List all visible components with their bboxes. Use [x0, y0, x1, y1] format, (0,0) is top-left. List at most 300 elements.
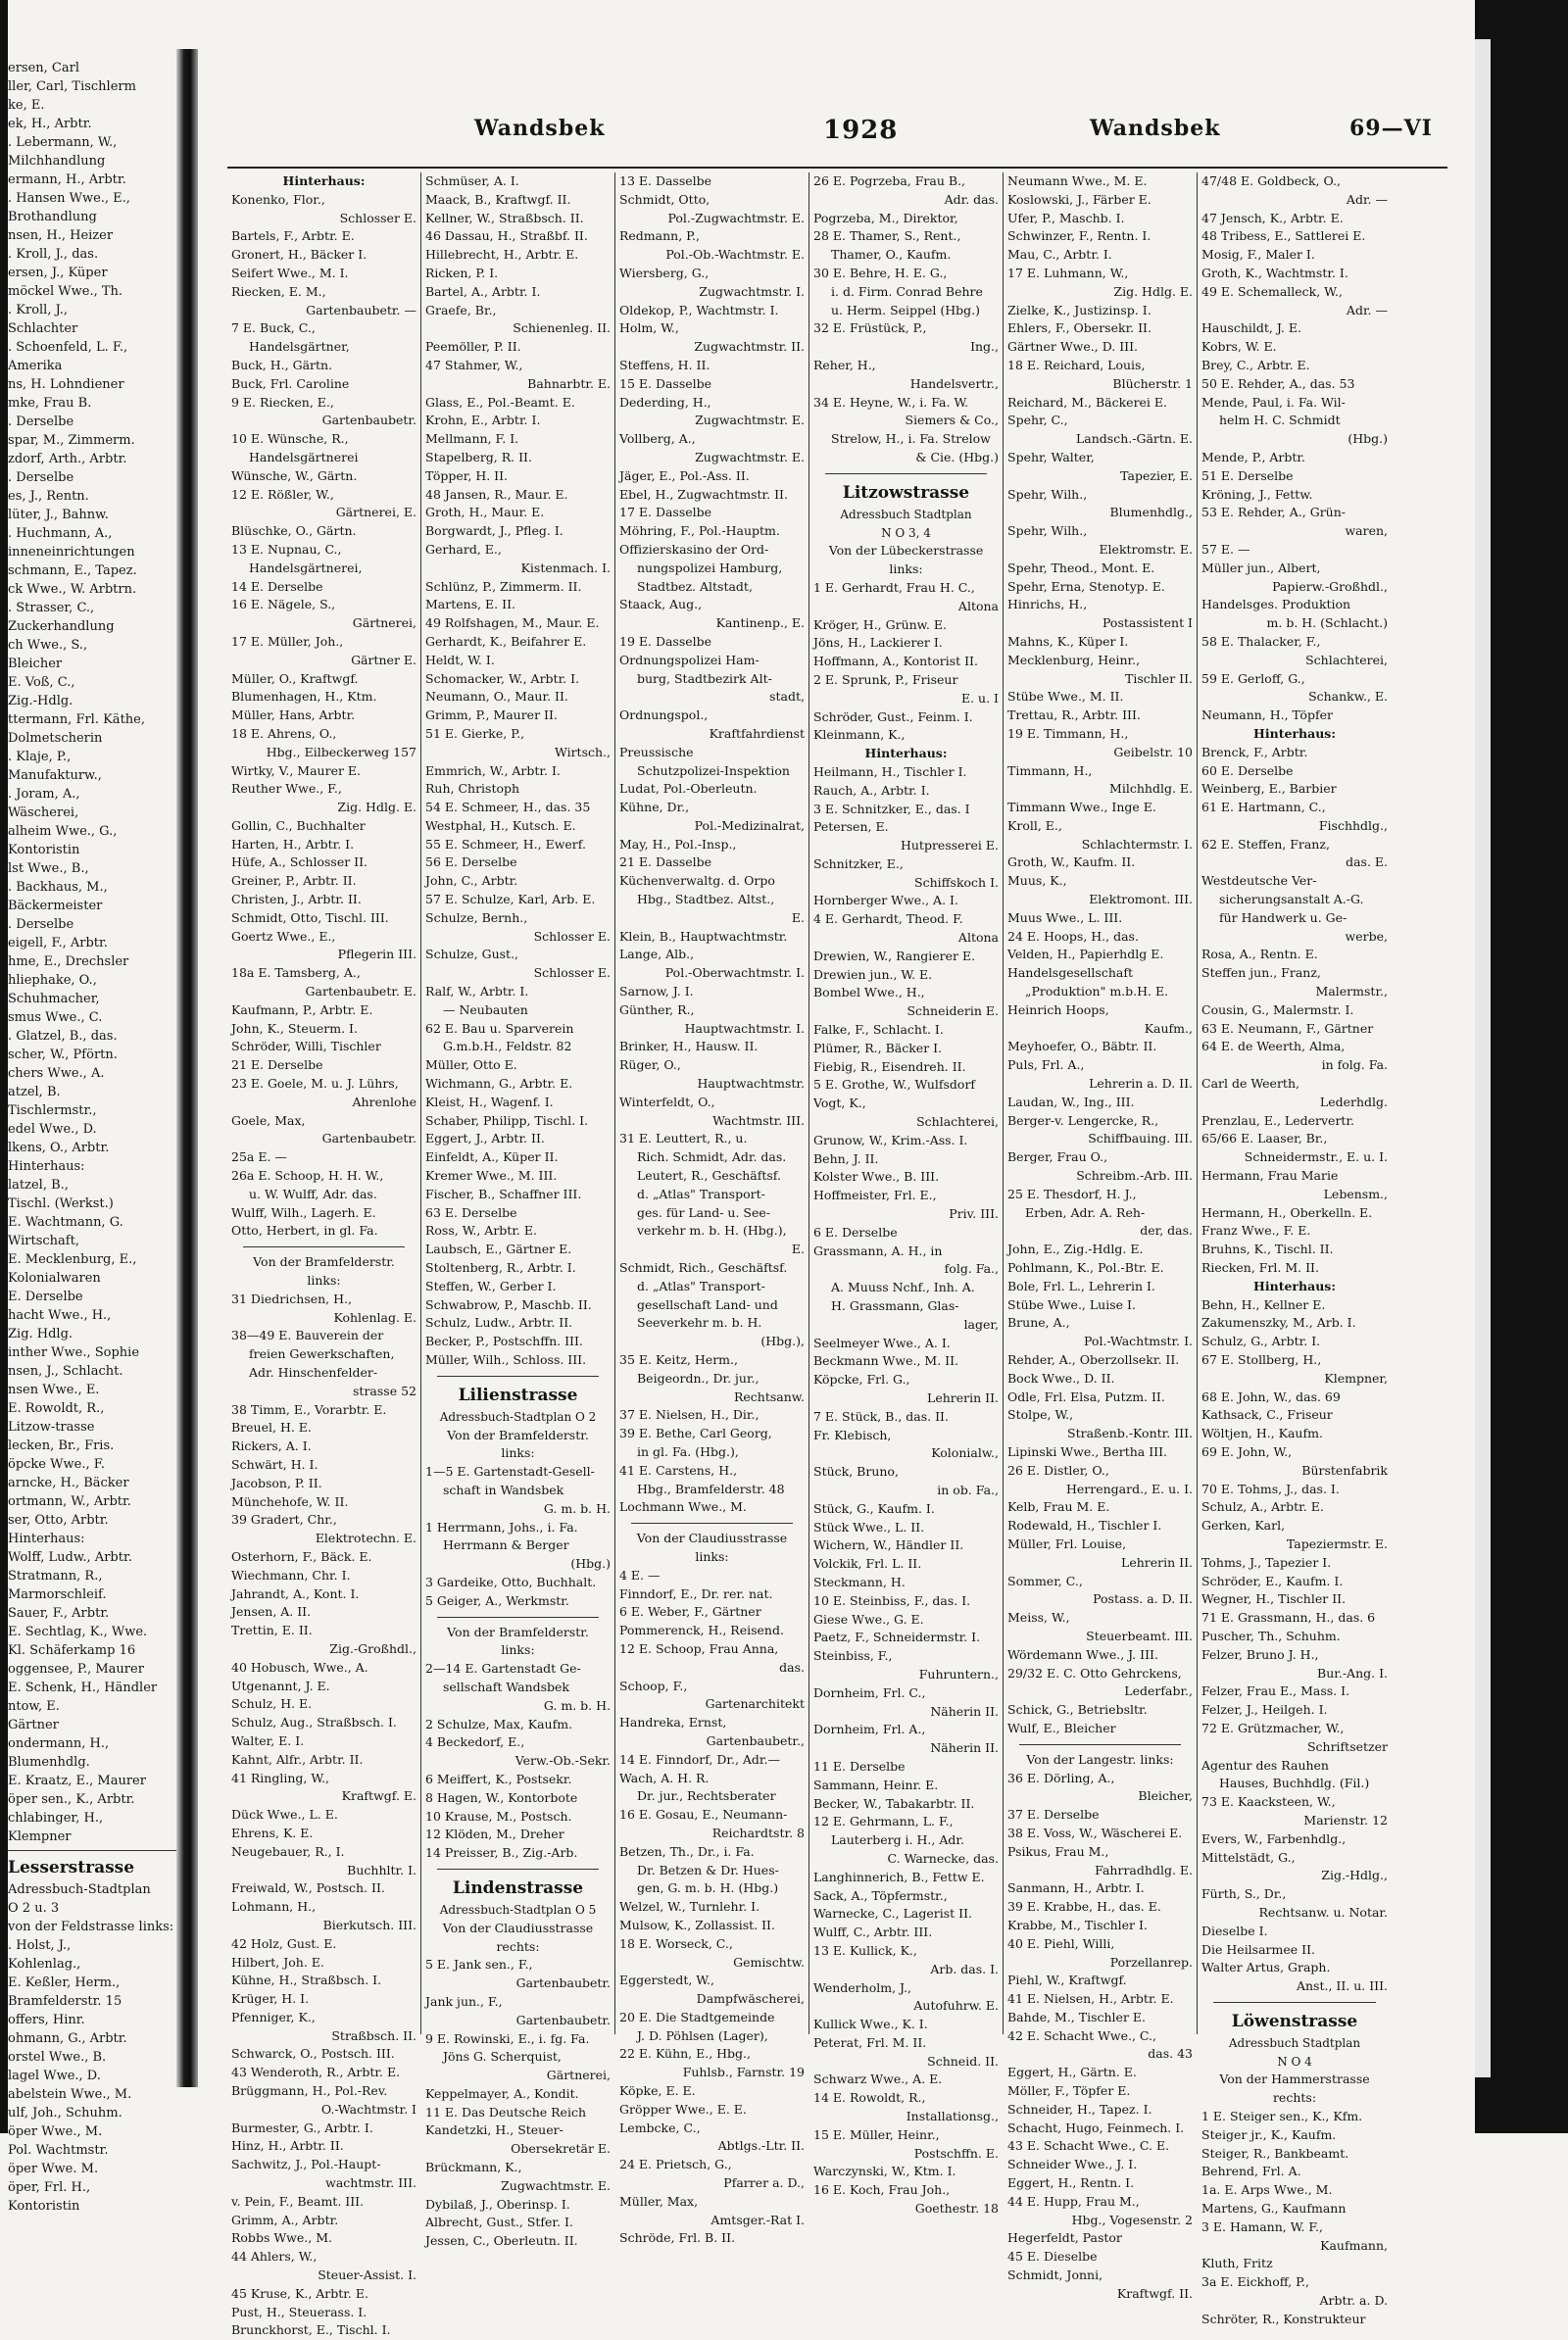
directory-entry: Straßenb.-Kontr. III.: [1067, 1426, 1193, 1441]
directory-entry: Mau, C., Arbtr. I.: [1007, 247, 1112, 263]
directory-entry: Dück Wwe., L. E.: [231, 1807, 338, 1823]
directory-entry: Milchhdlg. E.: [1109, 781, 1193, 797]
directory-entry: Adr. das.: [944, 191, 999, 207]
directory-entry: 72 E. Grützmacher, W.,: [1201, 1720, 1345, 1735]
directory-entry: 48 Jansen, R., Maur. E.: [425, 486, 568, 502]
directory-entry: Vogt, K.,: [813, 1096, 866, 1111]
facing-page-line: es, J., Rentn.: [8, 489, 89, 504]
directory-entry: Mittelstädt, G.,: [1201, 1849, 1296, 1865]
directory-entry: Pfenniger, K.,: [231, 2009, 316, 2024]
directory-entry: Gartenbaubetr.: [321, 1131, 416, 1146]
directory-entry: Rehder, A., Oberzollsekr. II.: [1007, 1352, 1180, 1367]
directory-entry: Brinker, H., Hausw. II.: [619, 1039, 759, 1054]
directory-entry: Steuerbeamt. III.: [1086, 1628, 1193, 1643]
directory-entry: Schienenleg. II.: [513, 320, 611, 336]
directory-entry: Langhinnerich, B., Fettw E.: [813, 1869, 985, 1884]
directory-entry: Neumann, H., Töpfer: [1201, 707, 1333, 723]
directory-entry: Greiner, P., Arbtr. II.: [231, 873, 357, 889]
directory-entry: Kraftwgf. II.: [1116, 2285, 1193, 2301]
directory-entry: Kroll, E.,: [1007, 817, 1062, 833]
directory-column-3: [615, 172, 809, 2246]
directory-entry: Maack, B., Kraftwgf. II.: [425, 191, 571, 207]
directory-entry: 63 E. Derselbe: [425, 1204, 517, 1220]
directory-entry: Jensen, A. II.: [231, 1604, 312, 1620]
directory-entry: Ordnungspol.,: [619, 707, 709, 723]
facing-page-line: Bleicher: [8, 657, 63, 671]
directory-entry: Kröning, J., Fettw.: [1201, 486, 1313, 502]
directory-entry: Lederfabr.,: [1124, 1683, 1193, 1699]
directory-entry: Adr. —: [1346, 191, 1388, 207]
directory-entry: Gartenbaubetr. E.: [305, 984, 416, 999]
directory-entry: Ehlers, F., Obersekr. II.: [1007, 320, 1152, 336]
directory-entry: Küchenverwaltg. d. Orpo: [619, 873, 775, 889]
directory-entry: Schaber, Philipp, Tischl. I.: [425, 1112, 589, 1128]
directory-entry: Wirtky, V., Maurer E.: [231, 762, 362, 778]
directory-entry: 48 Tribess, E., Sattlerei E.: [1201, 228, 1366, 244]
directory-entry: Steffen, W., Gerber I.: [425, 1278, 557, 1293]
facing-page-line: E. Kraatz, E., Maurer: [8, 1774, 146, 1788]
facing-page-line: schmann, E., Tapez.: [8, 563, 137, 578]
directory-entry: 3 E. Hamann, W. F.,: [1201, 2218, 1323, 2234]
directory-entry: Hermann, H., Oberkelln. E.: [1201, 1204, 1373, 1220]
directory-entry: Krabbe, M., Tischler I.: [1007, 1917, 1148, 1932]
directory-entry: Schulz, H. E.: [231, 1696, 313, 1712]
directory-entry: für Handwerk u. Ge-: [1219, 909, 1348, 925]
directory-entry: Brüggmann, H., Pol.-Rev.: [231, 2083, 388, 2099]
directory-entry: Jacobson, P. II.: [231, 1475, 322, 1490]
directory-entry: 58 E. Thalacker, F.,: [1201, 633, 1321, 649]
directory-entry: Verw.-Ob.-Sekr.: [514, 1753, 611, 1769]
directory-entry: Mecklenburg, Heinr.,: [1007, 652, 1141, 667]
directory-entry: Schwarz Wwe., A. E.: [813, 2072, 943, 2087]
facing-page-line: öpcke Wwe., F.: [8, 1457, 105, 1472]
facing-page-line: scher, W., Pförtn.: [8, 1048, 118, 1062]
directory-column-5: [1004, 172, 1198, 2301]
directory-entry: 49 Rolfshagen, M., Maur. E.: [425, 615, 600, 631]
directory-entry: Becker, P., Postschffn. III.: [425, 1334, 583, 1349]
facing-page-line: ermann, H., Arbtr.: [8, 172, 126, 187]
book-gutter: [176, 49, 198, 2087]
directory-entry: 31 Diedrichsen, H.,: [231, 1291, 352, 1306]
directory-entry: helm H. C. Schmidt: [1219, 413, 1341, 428]
directory-entry: 5 Geiger, A., Werkmstr.: [425, 1592, 569, 1608]
directory-entry: Fuhruntern.,: [918, 1666, 999, 1682]
facing-page-line: chlabinger, H.,: [8, 1811, 104, 1826]
facing-page-line: . Kroll, J., das.: [8, 247, 99, 262]
directory-entry: Otto, Herbert, in gl. Fa.: [231, 1223, 378, 1239]
directory-entry: 25 E. Thesdorf, H. J.,: [1007, 1186, 1137, 1201]
directory-entry: Rechtsanw. u. Notar.: [1258, 1904, 1388, 1920]
directory-entry: Lebensm.,: [1323, 1186, 1388, 1201]
directory-entry: Schlosser E.: [339, 210, 416, 225]
directory-entry: Steuer-Assist. I.: [318, 2267, 416, 2283]
directory-entry: Grimm, P., Maurer II.: [425, 707, 558, 723]
directory-entry: Krohn, E., Arbtr. I.: [425, 413, 541, 428]
facing-page-line: Wolff, Ludw., Arbtr.: [8, 1550, 132, 1565]
street-heading: Litzowstrasse: [842, 482, 970, 503]
directory-entry: Schneiderin E.: [906, 1003, 999, 1019]
facing-page-line: lkens, O., Arbtr.: [8, 1141, 110, 1155]
directory-entry: Hauptwachtmstr.: [697, 1076, 805, 1092]
section-note: N O 3, 4: [881, 525, 931, 540]
section-note: Von der Bramfelderstr.: [253, 1254, 395, 1270]
directory-entry: Goethestr. 18: [914, 2201, 999, 2217]
directory-entry: Plümer, R., Bäcker I.: [813, 1040, 943, 1055]
directory-entry: u. W. Wulff, Adr. das.: [249, 1186, 377, 1201]
directory-entry: 7 E. Stück, B., das. II.: [813, 1408, 949, 1424]
directory-entry: Buchhltr. I.: [347, 1862, 416, 1877]
directory-entry: Ralf, W., Arbtr. I.: [425, 984, 529, 999]
directory-entry: Schlachterei,: [916, 1114, 999, 1130]
facing-page-line: Kohlenlag.,: [8, 1957, 81, 1972]
directory-entry: Schreibm.-Arb. III.: [1076, 1168, 1193, 1184]
directory-entry: Pol.-Oberwachtmstr. I.: [664, 965, 805, 981]
directory-entry: Ruh, Christoph: [425, 781, 520, 797]
directory-entry: Grassmann, A. H., in: [813, 1243, 943, 1258]
directory-entry: 19 E. Dasselbe: [619, 633, 712, 649]
directory-entry: 39 E. Krabbe, H., das. E.: [1007, 1899, 1161, 1915]
directory-column-2: [421, 172, 615, 2249]
directory-entry: Kleist, H., Wagenf. I.: [425, 1094, 554, 1109]
directory-entry: 24 E. Hoops, H., das.: [1007, 928, 1139, 944]
directory-entry: Psikus, Frau M.,: [1007, 1843, 1109, 1859]
section-rule: [437, 1869, 599, 1870]
directory-entry: 3 Gardeike, Otto, Buchhalt.: [425, 1574, 597, 1589]
directory-entry: Burmester, G., Arbtr. I.: [231, 2120, 373, 2135]
directory-entry: 12 E. Schoop, Frau Anna,: [619, 1640, 779, 1656]
directory-entry: Laudan, W., Ing., III.: [1007, 1094, 1135, 1109]
directory-entry: 14 E. Rowoldt, R.,: [813, 2090, 926, 2106]
directory-entry: Installationsg.,: [906, 2109, 999, 2124]
directory-entry: Wichern, W., Händler II.: [813, 1537, 964, 1553]
directory-entry: das. 43: [1148, 2046, 1193, 2062]
street-heading: Lesserstrasse: [8, 1858, 135, 1877]
directory-entry: ges. für Land- u. See-: [637, 1204, 770, 1220]
directory-entry: 64 E. de Weerth, Alma,: [1201, 1039, 1346, 1054]
directory-entry: 4 Beckedorf, E.,: [425, 1734, 525, 1750]
directory-entry: Porzellanrep.: [1109, 1954, 1193, 1970]
directory-entry: Müller, Otto E.: [425, 1057, 517, 1073]
facing-page-line: öper Wwe., M.: [8, 2124, 103, 2139]
directory-entry: Neumann Wwe., M. E.: [1007, 173, 1148, 188]
directory-entry: Wöltjen, H., Kaufm.: [1201, 1426, 1323, 1441]
section-rule: [437, 1617, 599, 1618]
directory-entry: Handelsgärtner,: [249, 339, 350, 355]
directory-entry: gen, G. m. b. H. (Hbg.): [637, 1880, 779, 1896]
directory-entry: Handelsgesellschaft: [1007, 965, 1133, 981]
directory-entry: Prenzlau, E., Ledervertr.: [1201, 1112, 1355, 1128]
directory-entry: Ehrens, K. E.: [231, 1825, 314, 1840]
directory-entry: Wenderholm, J.,: [813, 1979, 912, 1995]
facing-page-line: E. Voß, C.,: [8, 675, 75, 690]
directory-entry: Grunow, W., Krim.-Ass. I.: [813, 1132, 968, 1147]
directory-entry: Riecken, Frl. M. II.: [1201, 1260, 1319, 1276]
facing-page-line: Stratmann, R.,: [8, 1569, 103, 1584]
directory-entry: Gärtner Wwe., D. III.: [1007, 339, 1139, 355]
directory-entry: Keppelmayer, A., Kondit.: [425, 2085, 579, 2101]
facing-page-line: Wirtschaft,: [8, 1234, 79, 1248]
directory-entry: Oldekop, P., Wachtmstr. I.: [619, 302, 779, 317]
directory-entry: 21 E. Dasselbe: [619, 854, 712, 870]
directory-entry: Marienstr. 12: [1303, 1812, 1388, 1828]
directory-entry: Stapelberg, R. II.: [425, 449, 532, 464]
directory-entry: Anst., II. u. III.: [1296, 1978, 1388, 1994]
section-note: Von der Hammerstrasse: [1219, 2072, 1370, 2087]
directory-entry: Drewien jun., W. E.: [813, 966, 933, 982]
section-note: Von der Lübeckerstrasse: [828, 543, 984, 559]
directory-entry: Altona: [957, 598, 999, 613]
directory-entry: Kremer Wwe., M. III.: [425, 1168, 558, 1184]
directory-entry: Schneider Wwe., J. I.: [1007, 2157, 1138, 2172]
directory-entry: strasse 52: [353, 1383, 416, 1398]
directory-entry: Steffens, H. II.: [619, 357, 710, 372]
directory-entry: 23 E. Goele, M. u. J. Lührs,: [231, 1076, 399, 1092]
facing-page-line: alheim Wwe., G.,: [8, 824, 118, 839]
directory-entry: E.: [791, 1242, 805, 1257]
directory-entry: Odle, Frl. Elsa, Putzm. II.: [1007, 1389, 1165, 1404]
directory-entry: Heinrich Hoops,: [1007, 1001, 1109, 1017]
facing-page-line: öper sen., K., Arbtr.: [8, 1792, 135, 1807]
directory-entry: Hbg., Stadtbez. Altst.,: [637, 892, 775, 907]
facing-page-line: E. Derselbe: [8, 1290, 83, 1304]
directory-entry: Kolonialw.,: [931, 1445, 999, 1461]
directory-entry: Bole, Frl. L., Lehrerin I.: [1007, 1278, 1155, 1293]
directory-entry: 5 E. Jank sen., F.,: [425, 1957, 533, 1973]
directory-entry: 53 E. Rehder, A., Grün-: [1201, 505, 1346, 520]
directory-entry: 47/48 E. Goldbeck, O.,: [1201, 173, 1341, 188]
directory-entry: Holm, W.,: [619, 320, 679, 336]
directory-entry: 2 Schulze, Max, Kaufm.: [425, 1716, 573, 1731]
directory-entry: 38—49 E. Bauverein der: [231, 1328, 384, 1343]
directory-entry: Postschffn. E.: [913, 2145, 999, 2161]
directory-entry: 18 E. Reichard, Louis,: [1007, 357, 1146, 372]
directory-entry: Zig.-Großhdl.,: [329, 1640, 416, 1656]
directory-entry: J. D. Pöhlsen (Lager),: [637, 2027, 768, 2043]
directory-entry: 26a E. Schoop, H. H. W.,: [231, 1168, 384, 1184]
directory-entry: 67 E. Stollberg, H.,: [1201, 1352, 1322, 1367]
directory-entry: Steiger jr., K., Kaufm.: [1201, 2126, 1337, 2142]
directory-entry: Blumenhagen, H., Ktm.: [231, 689, 377, 705]
section-note: Von der Claudiusstrasse: [636, 1531, 788, 1546]
directory-entry: 37 E. Derselbe: [1007, 1807, 1100, 1823]
facing-page-line: . Hansen Wwe., E.,: [8, 191, 130, 206]
directory-entry: Müller, Max,: [619, 2193, 699, 2209]
directory-entry: 35 E. Keitz, Herm.,: [619, 1352, 738, 1367]
directory-entry: Gerhard, E.,: [425, 541, 502, 557]
directory-entry: O.-Wachtmstr. I: [320, 2101, 416, 2117]
directory-entry: freien Gewerkschaften,: [249, 1346, 395, 1362]
facing-page-line: Bramfelderstr. 15: [8, 1994, 122, 2009]
directory-entry: Eggerstedt, W.,: [619, 1973, 714, 1988]
directory-entry: Handelsgärtnerei,: [249, 560, 363, 575]
directory-entry: „Produktion" m.b.H. E.: [1025, 984, 1169, 999]
directory-entry: Dornheim, Frl. C.,: [813, 1684, 926, 1700]
directory-entry: Dr. Betzen & Dr. Hues-: [637, 1862, 779, 1877]
directory-entry: 40 Hobusch, Wwe., A.: [231, 1659, 368, 1675]
directory-entry: Grimm, A., Arbtr.: [231, 2212, 339, 2227]
directory-entry: Osterhorn, F., Bäck. E.: [231, 1548, 372, 1564]
street-heading: Lindenstrasse: [452, 1877, 584, 1898]
directory-entry: Konenko, Flor.,: [231, 191, 325, 207]
subheading: Hinterhaus:: [1253, 725, 1336, 741]
facing-page-line: atzel, B.: [8, 1085, 61, 1099]
directory-entry: Schröder, E., Kaufm. I.: [1201, 1573, 1344, 1588]
directory-entry: Evers, W., Farbenhdlg.,: [1201, 1830, 1347, 1846]
directory-entry: Stadtbez. Altstadt,: [637, 578, 753, 594]
directory-entry: Schwinzer, F., Rentn. I.: [1007, 228, 1152, 244]
facing-page-line: ttermann, Frl. Käthe,: [8, 712, 145, 727]
directory-entry: Wördemann Wwe., J. III.: [1007, 1646, 1158, 1662]
facing-page-line: mke, Frau B.: [8, 396, 92, 411]
directory-entry: 54 E. Schmeer, H., das. 35: [425, 800, 591, 815]
directory-entry: Trettau, R., Arbtr. III.: [1007, 707, 1141, 723]
facing-page-line: lst Wwe., B.,: [8, 861, 89, 876]
directory-entry: Laubsch, E., Gärtner E.: [425, 1242, 572, 1257]
directory-entry: Gartenarchitekt: [705, 1696, 805, 1712]
facing-page-line: Sauer, F., Arbtr.: [8, 1606, 110, 1621]
directory-entry: Gärtnerei, E.: [335, 505, 416, 520]
directory-entry: Pol.-Ob.-Wachtmstr. E.: [665, 247, 805, 263]
directory-entry: Gronert, H., Bäcker I.: [231, 247, 368, 263]
directory-entry: Westdeutsche Ver-: [1201, 873, 1317, 889]
directory-entry: Hauptwachtmstr. I.: [684, 1020, 805, 1036]
directory-entry: Gollin, C., Buchhalter: [231, 817, 366, 833]
directory-entry: Warczynski, W., Ktm. I.: [813, 2164, 956, 2179]
directory-entry: Groth, K., Wachtmstr. I.: [1201, 265, 1348, 280]
directory-entry: Jäger, E., Pol.-Ass. II.: [619, 467, 750, 483]
directory-entry: Rich. Schmidt, Adr. das.: [637, 1149, 787, 1165]
directory-entry: Wiechmann, Chr. I.: [231, 1567, 351, 1583]
directory-entry: Bahde, M., Tischler E.: [1007, 2009, 1146, 2024]
directory-entry: Schröter, R., Konstrukteur: [1201, 2311, 1366, 2326]
directory-entry: Zig. Hdlg. E.: [337, 800, 416, 815]
directory-entry: 12 E. Gehrmann, L. F.,: [813, 1814, 954, 1829]
facing-page-line: ser, Otto, Arbtr.: [8, 1513, 109, 1528]
directory-entry: Schriftsetzer: [1306, 1738, 1388, 1754]
directory-entry: 17 E. Müller, Joh.,: [231, 633, 344, 649]
directory-entry: Kandetzki, H., Steuer-: [425, 2122, 564, 2138]
directory-entry: 55 E. Schmeer, H., Ewerf.: [425, 836, 586, 852]
directory-entry: John, C., Arbtr.: [425, 873, 518, 889]
directory-entry: Wach, A. H. R.: [619, 1770, 710, 1785]
directory-entry: Elektromont. III.: [1089, 892, 1193, 907]
directory-entry: Mellmann, F. I.: [425, 431, 519, 447]
directory-entry: Hinz, H., Arbtr. II.: [231, 2138, 344, 2154]
facing-page-line: . Strasser, C.,: [8, 601, 95, 615]
directory-entry: Sack, A., Töpfermstr.,: [813, 1887, 948, 1903]
directory-entry: Schulz, Ludw., Arbtr. II.: [425, 1315, 573, 1331]
facing-page-line: E. Sechtlag, K., Wwe.: [8, 1625, 148, 1639]
directory-entry: Felzer, Bruno J. H.,: [1201, 1646, 1319, 1662]
directory-entry: 30 E. Behre, H. E. G.,: [813, 265, 948, 280]
directory-entry: 46 Dassau, H., Straßbf. II.: [425, 228, 588, 244]
directory-entry: 60 E. Derselbe: [1201, 762, 1294, 778]
directory-entry: Sammann, Heinr. E.: [813, 1777, 939, 1792]
directory-entry: Kluth, Fritz: [1201, 2256, 1273, 2271]
directory-entry: Kellner, W., Straßbsch. II.: [425, 210, 584, 225]
directory-entry: Schulze, Gust.,: [425, 947, 519, 962]
directory-entry: Rüger, O.,: [619, 1057, 681, 1073]
directory-entry: Reher, H.,: [813, 357, 876, 372]
directory-entry: 16 E. Koch, Frau Joh.,: [813, 2182, 951, 2198]
directory-entry: Lederhdlg.: [1319, 1094, 1388, 1109]
directory-entry: Schnitzker, E.,: [813, 855, 904, 871]
directory-entry: Freiwald, W., Postsch. II.: [231, 1880, 385, 1896]
directory-entry: Müller, Wilh., Schloss. III.: [425, 1352, 587, 1367]
directory-entry: Fiebig, R., Eisendreh. II.: [813, 1058, 966, 1074]
facing-page-line: Hinterhaus:: [8, 1159, 85, 1174]
section-note: Von der Claudiusstrasse: [442, 1920, 594, 1935]
directory-entry: 63 E. Neumann, F., Gärtner: [1201, 1020, 1374, 1036]
directory-entry: Drewien, W., Rangierer E.: [813, 948, 976, 963]
directory-entry: Günther, R.,: [619, 1001, 695, 1017]
directory-entry: 13 E. Dasselbe: [619, 173, 712, 188]
directory-entry: Steffen jun., Franz,: [1201, 965, 1321, 981]
directory-entry: stadt,: [769, 689, 805, 705]
facing-page-line: hacht Wwe., H.,: [8, 1308, 112, 1323]
facing-page-line: inther Wwe., Sophie: [8, 1345, 140, 1360]
directory-entry: Breuel, H. E.: [231, 1420, 312, 1436]
section-note: Von der Bramfelderstr.: [447, 1427, 589, 1442]
directory-entry: Kröger, H., Grünw. E.: [813, 616, 947, 632]
directory-entry: Schlosser E.: [533, 928, 611, 944]
directory-entry: 69 E. John, W.,: [1201, 1443, 1293, 1459]
directory-entry: Heilmann, H., Tischler I.: [813, 763, 967, 779]
directory-entry: Elektrotechn. E.: [315, 1531, 416, 1546]
directory-entry: 11 E. Derselbe: [813, 1758, 906, 1774]
directory-entry: Postass. a. D. II.: [1093, 1591, 1193, 1607]
directory-entry: 71 E. Grassmann, H., das. 6: [1201, 1610, 1376, 1626]
directory-entry: 12 Klöden, M., Dreher: [425, 1827, 564, 1842]
directory-entry: Gartenbaubetr. —: [306, 302, 416, 317]
street-heading: Löwenstrasse: [1231, 2011, 1358, 2031]
directory-entry: Spehr, C.,: [1007, 413, 1068, 428]
facing-page-line: lüter, J., Bahnw.: [8, 508, 109, 522]
facing-page-line: Tischlermstr.,: [8, 1103, 97, 1118]
directory-entry: Leutert, R., Geschäftsf.: [637, 1168, 781, 1184]
directory-entry: Hegerfeldt, Pastor: [1007, 2230, 1122, 2246]
directory-entry: Emmrich, W., Arbtr. I.: [425, 762, 561, 778]
facing-page-line: Marmorschleif.: [8, 1587, 107, 1602]
directory-entry: 32 E. Früstück, P.,: [813, 320, 927, 336]
directory-entry: Harten, H., Arbtr. I.: [231, 836, 355, 852]
directory-entry: Jessen, C., Oberleutn. II.: [425, 2233, 578, 2249]
directory-entry: Christen, J., Arbtr. II.: [231, 892, 362, 907]
directory-entry: Timmann Wwe., Inge E.: [1007, 800, 1156, 815]
directory-entry: Puls, Frl. A.,: [1007, 1057, 1085, 1073]
facing-page-line: ck Wwe., W. Arbtrn.: [8, 582, 137, 597]
directory-entry: Becker, W., Tabakarbtr. II.: [813, 1795, 975, 1811]
directory-entry: Spehr, Theod., Mont. E.: [1007, 560, 1155, 575]
facing-page-line: . Kroll, J.,: [8, 303, 69, 317]
directory-entry: 12 E. Rößler, W.,: [231, 486, 334, 502]
facing-page-line: nsen, J., Schlacht.: [8, 1364, 123, 1379]
directory-entry: Wirtsch.,: [554, 744, 611, 759]
directory-entry: Behn, H., Kellner E.: [1201, 1296, 1326, 1312]
directory-entry: Neugebauer, R., I.: [231, 1843, 345, 1859]
directory-entry: 15 E. Müller, Heinr.,: [813, 2126, 940, 2142]
directory-entry: 16 E. Nägele, S.,: [231, 597, 336, 612]
directory-entry: lager,: [963, 1316, 999, 1332]
facing-page-line: eigell, F., Arbtr.: [8, 936, 108, 951]
directory-entry: verkehr m. b. H. (Hbg.),: [637, 1223, 787, 1239]
directory-entry: John, E., Zig.-Hdlg. E.: [1007, 1242, 1144, 1257]
facing-page-line: orstel Wwe., B.: [8, 2050, 107, 2065]
directory-entry: Pfarrer a. D.,: [723, 2175, 805, 2191]
directory-entry: Wiersberg, G.,: [619, 265, 710, 280]
directory-entry: Lauterberg i. H., Adr.: [831, 1832, 964, 1848]
directory-entry: Reichard, M., Bäckerei E.: [1007, 394, 1168, 410]
